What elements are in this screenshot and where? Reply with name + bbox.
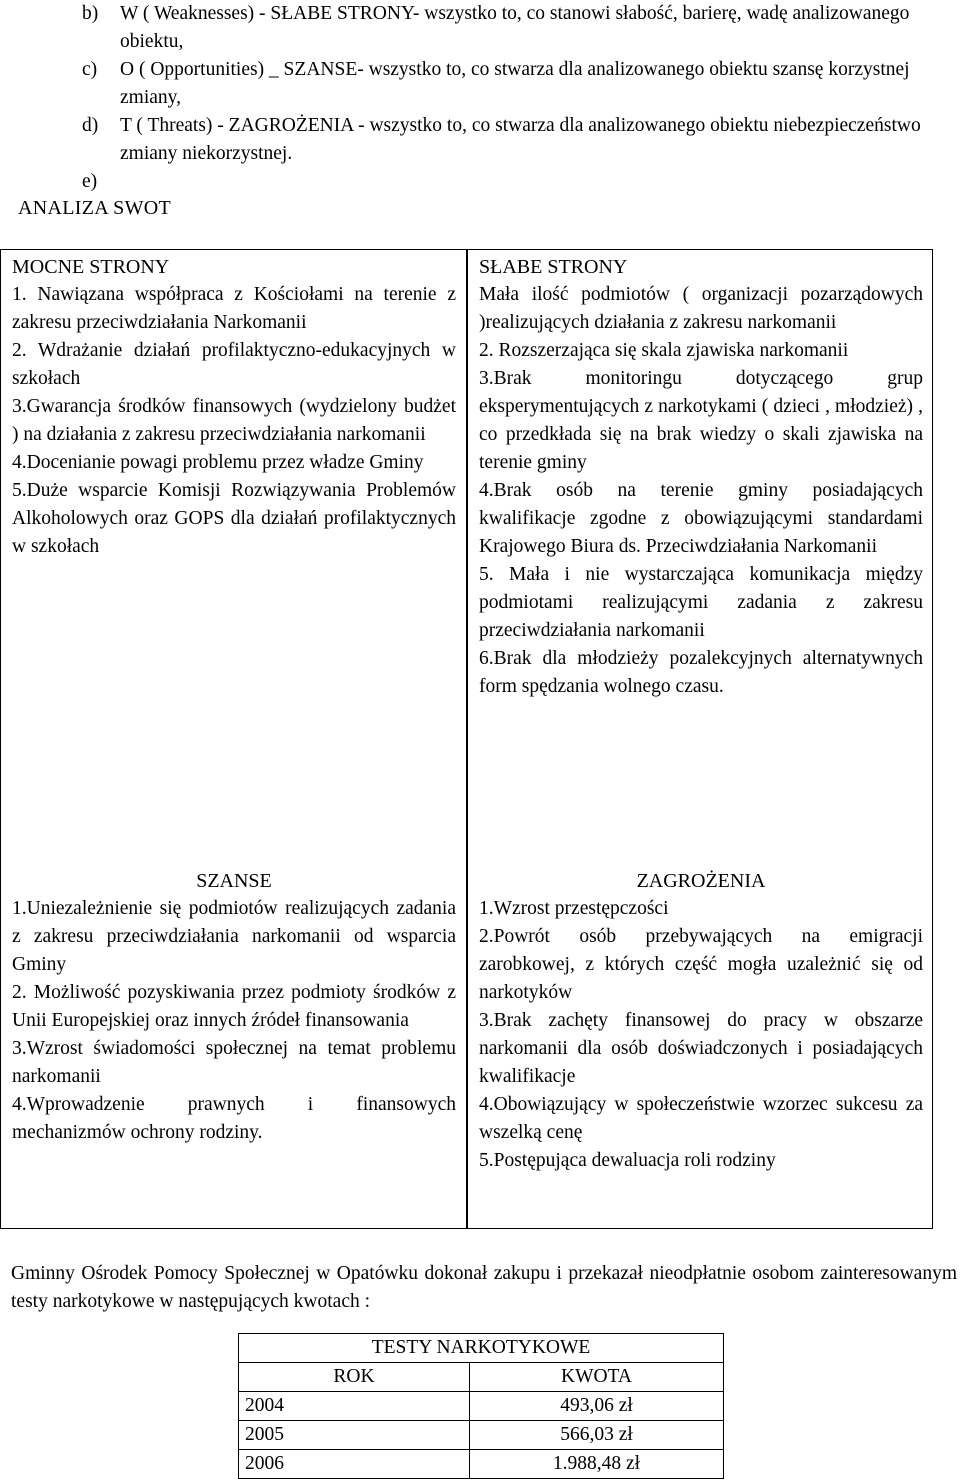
definition-text xyxy=(120,168,960,196)
threat-item: 2.Powrót osób przebywających na emigracji zarobkowej, z których część mogła uzależnić się od narkotyków xyxy=(479,926,923,1003)
strength-item: 4.Docenianie powagi problemu przez władze Gminy xyxy=(12,452,424,473)
opportunities-cell xyxy=(12,867,456,1147)
closing-paragraph: Gminny Ośrodek Pomocy Społecznej w Opatówku dokonał zakupu i przekazał nieodpłatnie osobom zainteresowanym testy narkotykowe w następujących kwotach : xyxy=(11,1263,957,1312)
column-header-year: ROK xyxy=(239,1363,470,1392)
opportunity-item: 3.Wzrost świadomości społecznej na temat problemu narkomanii xyxy=(12,1038,456,1087)
list-marker: c) xyxy=(82,59,98,80)
strengths-cell xyxy=(12,253,456,561)
threats-cell xyxy=(479,867,923,1175)
list-marker: e) xyxy=(82,171,98,192)
opportunities-title: SZANSE xyxy=(196,870,272,892)
strength-item: 2. Wdrażanie działań profilaktyczno-edukacyjnych w szkołach xyxy=(12,340,456,389)
definition-item-weaknesses xyxy=(82,0,960,56)
strength-item: 1. Nawiązana współpraca z Kościołami na terenie z zakresu przeciwdziałania Narkomanii xyxy=(12,284,456,333)
definition-text: W ( Weaknesses) - SŁABE STRONY- wszystko to, co stanowi słabość, barierę, wadę analizowanego obiektu, xyxy=(120,3,910,52)
table-title-row xyxy=(239,1334,724,1363)
weakness-item: 4.Brak osób na terenie gminy posiadających kwalifikacje zgodne z obowiązującymi standardami Krajowego Biura ds. Przeciwdziałania Narkomanii xyxy=(479,480,923,557)
threat-item: 4.Obowiązujący w społeczeństwie wzorzec sukcesu za wszelką cenę xyxy=(479,1094,923,1143)
threats-title: ZAGROŻENIA xyxy=(636,870,766,892)
table-row xyxy=(239,1421,724,1450)
amount-cell: 566,03 zł xyxy=(470,1421,724,1450)
weakness-item: 3.Brak monitoringu dotyczącego grup eksperymentujących z narkotykami ( dzieci , młodzież) , co przedkłada się na brak wiedzy o skali zjawiska na terenie gminy xyxy=(479,368,923,473)
strength-item: 3.Gwarancja środków finansowych (wydzielony budżet ) na działania z zakresu przeciwdziałania narkomanii xyxy=(12,396,456,445)
definition-text: O ( Opportunities) _ SZANSE- wszystko to, co stwarza dla analizowanego obiektu szansę korzystnej zmiany, xyxy=(120,59,910,108)
swot-definitions-list xyxy=(82,0,960,196)
threat-item: 3.Brak zachęty finansowej do pracy w obszarze narkomanii dla osób doświadczonych i posiadających kwalifikacje xyxy=(479,1010,923,1087)
year-cell: 2006 xyxy=(239,1450,470,1479)
definition-item-threats xyxy=(82,112,960,168)
table-row xyxy=(239,1392,724,1421)
column-divider xyxy=(466,250,468,1228)
definition-item-opportunities xyxy=(82,56,960,112)
threat-item: 1.Wzrost przestępczości xyxy=(479,898,669,919)
opportunity-item: 2. Możliwość pozyskiwania przez podmioty środków z Unii Europejskiej oraz innych źródeł finansowania xyxy=(12,982,456,1031)
weakness-item: 2. Rozszerzająca się skala zjawiska narkomanii xyxy=(479,340,849,361)
year-cell: 2004 xyxy=(239,1392,470,1421)
section-heading: ANALIZA SWOT xyxy=(18,197,172,219)
weakness-item: Mała ilość podmiotów ( organizacji pozarządowych )realizujących działania z zakresu narkomanii xyxy=(479,284,923,333)
swot-table xyxy=(0,249,933,1229)
table-header-row xyxy=(239,1363,724,1392)
definition-item-empty xyxy=(82,168,960,196)
table-title: TESTY NARKOTYKOWE xyxy=(239,1334,724,1363)
weakness-item: 5. Mała i nie wystarczająca komunikacja między podmiotami realizującymi zadania z zakresu przeciwdziałania narkomanii xyxy=(479,564,923,641)
strengths-title: MOCNE STRONY xyxy=(12,256,170,278)
opportunity-item: 4.Wprowadzenie prawnych i finansowych mechanizmów ochrony rodziny. xyxy=(12,1094,456,1143)
column-header-amount: KWOTA xyxy=(470,1363,724,1392)
threat-item: 5.Postępująca dewaluacja roli rodziny xyxy=(479,1150,776,1171)
amount-cell: 493,06 zł xyxy=(470,1392,724,1421)
list-marker: b) xyxy=(82,3,99,24)
year-cell: 2005 xyxy=(239,1421,470,1450)
weaknesses-title: SŁABE STRONY xyxy=(479,256,628,278)
amount-cell: 1.988,48 zł xyxy=(470,1450,724,1479)
weaknesses-cell xyxy=(479,253,923,701)
weakness-item: 6.Brak dla młodzieży pozalekcyjnych alternatywnych form spędzania wolnego czasu. xyxy=(479,648,923,697)
table-row xyxy=(239,1450,724,1479)
list-marker: d) xyxy=(82,115,99,136)
strength-item: 5.Duże wsparcie Komisji Rozwiązywania Problemów Alkoholowych oraz GOPS dla działań profilaktycznych w szkołach xyxy=(12,480,456,557)
definition-text: T ( Threats) - ZAGROŻENIA - wszystko to, co stwarza dla analizowanego obiektu niebezpieczeństwo zmiany niekorzystnej. xyxy=(120,115,921,164)
drug-tests-table xyxy=(238,1333,724,1479)
opportunity-item: 1.Uniezależnienie się podmiotów realizujących zadania z zakresu przeciwdziałania narkomanii od wsparcia Gminy xyxy=(12,898,456,975)
